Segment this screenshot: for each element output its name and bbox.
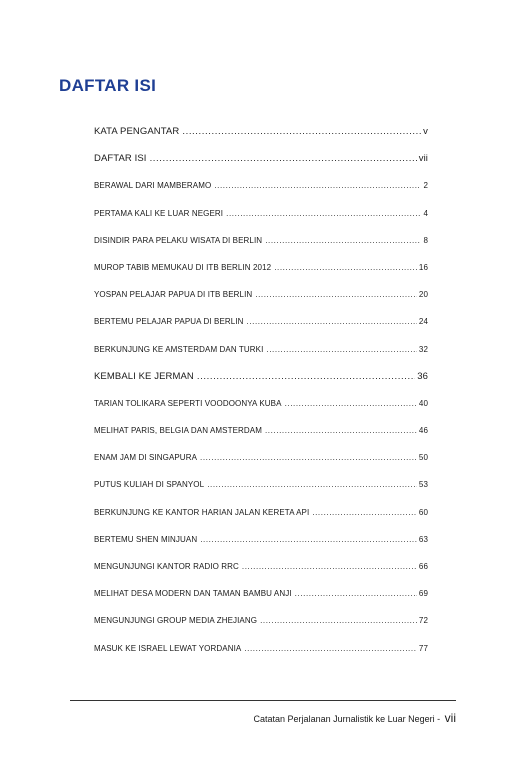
toc-leader-dots bbox=[247, 317, 417, 327]
toc-leader-dots bbox=[312, 508, 417, 518]
toc-entry[interactable] bbox=[94, 236, 428, 263]
toc-entry-page-number: 20 bbox=[418, 290, 428, 300]
toc-entry-title: MELIHAT DESA MODERN DAN TAMAN BAMBU ANJI bbox=[94, 589, 292, 599]
toc-entry[interactable] bbox=[94, 426, 428, 453]
toc-entry[interactable] bbox=[94, 399, 428, 426]
toc-leader-dots bbox=[295, 589, 417, 599]
toc-entry-title: MENGUNJUNGI GROUP MEDIA ZHEJIANG bbox=[94, 616, 258, 626]
toc-entry-title: ENAM JAM DI SINGAPURA bbox=[94, 453, 198, 463]
toc-entry-title: MELIHAT PARIS, BELGIA DAN AMSTERDAM bbox=[94, 426, 262, 436]
toc-entry-page-number: 53 bbox=[418, 480, 428, 490]
toc-leader-dots bbox=[260, 616, 417, 626]
toc-entry-page-number: vii bbox=[418, 153, 428, 165]
toc-entry-page-number: 40 bbox=[418, 398, 428, 408]
toc-entry-title: MENGUNJUNGI KANTOR RADIO RRC bbox=[94, 562, 239, 571]
toc-entry-title: BERTEMU PELAJAR PAPUA DI BERLIN bbox=[94, 317, 244, 327]
toc-entry-page-number: 66 bbox=[418, 562, 428, 571]
toc-entry-page-number: 2 bbox=[423, 181, 428, 191]
toc-entry-title: BERTEMU SHEN MINJUAN bbox=[94, 534, 198, 544]
toc-entry-title: PERTAMA KALI KE LUAR NEGERI bbox=[94, 208, 224, 218]
toc-entry-title: KEMBALI KE JERMAN bbox=[94, 370, 194, 382]
toc-entry[interactable] bbox=[94, 181, 428, 208]
toc-entry-title: DAFTAR ISI bbox=[94, 153, 147, 165]
toc-leader-dots bbox=[200, 535, 417, 545]
toc-entry[interactable] bbox=[94, 372, 428, 399]
footer-page-number: vii bbox=[444, 711, 456, 725]
toc-entry[interactable] bbox=[94, 616, 428, 643]
toc-entry-title: KATA PENGANTAR bbox=[94, 126, 180, 137]
toc-leader-dots bbox=[226, 209, 421, 219]
toc-entry[interactable] bbox=[94, 209, 428, 236]
footer-divider bbox=[70, 700, 456, 701]
toc-leader-dots bbox=[285, 399, 417, 409]
toc-entry[interactable] bbox=[94, 535, 428, 562]
toc-leader-dots bbox=[274, 263, 417, 273]
toc-entry[interactable] bbox=[94, 263, 428, 290]
toc-entry-title: MUROP TABIB MEMUKAU DI ITB BERLIN 2012 bbox=[94, 262, 272, 272]
toc-leader-dots bbox=[197, 372, 415, 382]
toc-entry[interactable] bbox=[94, 562, 428, 589]
toc-leader-dots bbox=[265, 236, 421, 246]
toc-leader-dots bbox=[200, 453, 417, 463]
toc-entry[interactable] bbox=[94, 480, 428, 507]
toc-entry[interactable] bbox=[94, 317, 428, 344]
toc-entry-page-number: 36 bbox=[417, 370, 428, 382]
table-of-contents bbox=[94, 127, 428, 671]
toc-entry-page-number: 16 bbox=[418, 262, 428, 272]
toc-entry[interactable] bbox=[94, 154, 428, 181]
toc-entry-page-number: 60 bbox=[418, 507, 428, 517]
toc-entry-title: DISINDIR PARA PELAKU WISATA DI BERLIN bbox=[94, 235, 263, 245]
toc-entry-page-number: 4 bbox=[423, 208, 428, 218]
page-title: DAFTAR ISI bbox=[59, 76, 157, 95]
toc-entry-title: BERAWAL DARI MAMBERAMO bbox=[94, 181, 212, 191]
toc-entry-page-number: 8 bbox=[423, 235, 428, 245]
toc-entry-title: PUTUS KULIAH DI SPANYOL bbox=[94, 480, 205, 490]
toc-entry-title: BERKUNJUNG KE AMSTERDAM DAN TURKI bbox=[94, 344, 264, 354]
toc-entry[interactable] bbox=[94, 345, 428, 372]
toc-leader-dots bbox=[266, 345, 416, 355]
toc-entry-title: MASUK KE ISRAEL LEWAT YORDANIA bbox=[94, 643, 242, 653]
toc-entry-page-number: 24 bbox=[418, 317, 428, 327]
toc-entry[interactable] bbox=[94, 453, 428, 480]
toc-leader-dots bbox=[244, 644, 417, 654]
toc-leader-dots bbox=[214, 181, 421, 191]
toc-leader-dots bbox=[182, 127, 421, 137]
toc-entry[interactable] bbox=[94, 644, 428, 671]
toc-leader-dots bbox=[255, 290, 417, 300]
toc-entry-page-number: 46 bbox=[418, 426, 428, 436]
toc-entry-page-number: v bbox=[423, 126, 428, 137]
toc-entry-page-number: 50 bbox=[418, 453, 428, 463]
toc-leader-dots bbox=[150, 154, 417, 164]
toc-entry-page-number: 72 bbox=[418, 616, 428, 626]
toc-leader-dots bbox=[207, 480, 417, 490]
toc-entry-title: BERKUNJUNG KE KANTOR HARIAN JALAN KERETA API bbox=[94, 507, 310, 517]
toc-entry[interactable] bbox=[94, 127, 428, 154]
toc-entry-page-number: 69 bbox=[418, 589, 428, 599]
toc-entry-page-number: 32 bbox=[418, 344, 428, 354]
toc-entry[interactable] bbox=[94, 508, 428, 535]
toc-entry-title: YOSPAN PELAJAR PAPUA DI ITB BERLIN bbox=[94, 290, 253, 300]
toc-entry[interactable] bbox=[94, 290, 428, 317]
toc-leader-dots bbox=[242, 562, 417, 572]
toc-entry-title: TARIAN TOLIKARA SEPERTI VOODOONYA KUBA bbox=[94, 398, 282, 408]
toc-entry[interactable] bbox=[94, 589, 428, 616]
footer-title: Catatan Perjalanan Jurnalistik ke Luar Negeri - bbox=[253, 714, 441, 724]
toc-entry-page-number: 77 bbox=[418, 643, 428, 653]
toc-leader-dots bbox=[265, 426, 417, 436]
page-footer bbox=[254, 711, 456, 725]
toc-entry-page-number: 63 bbox=[418, 534, 428, 544]
